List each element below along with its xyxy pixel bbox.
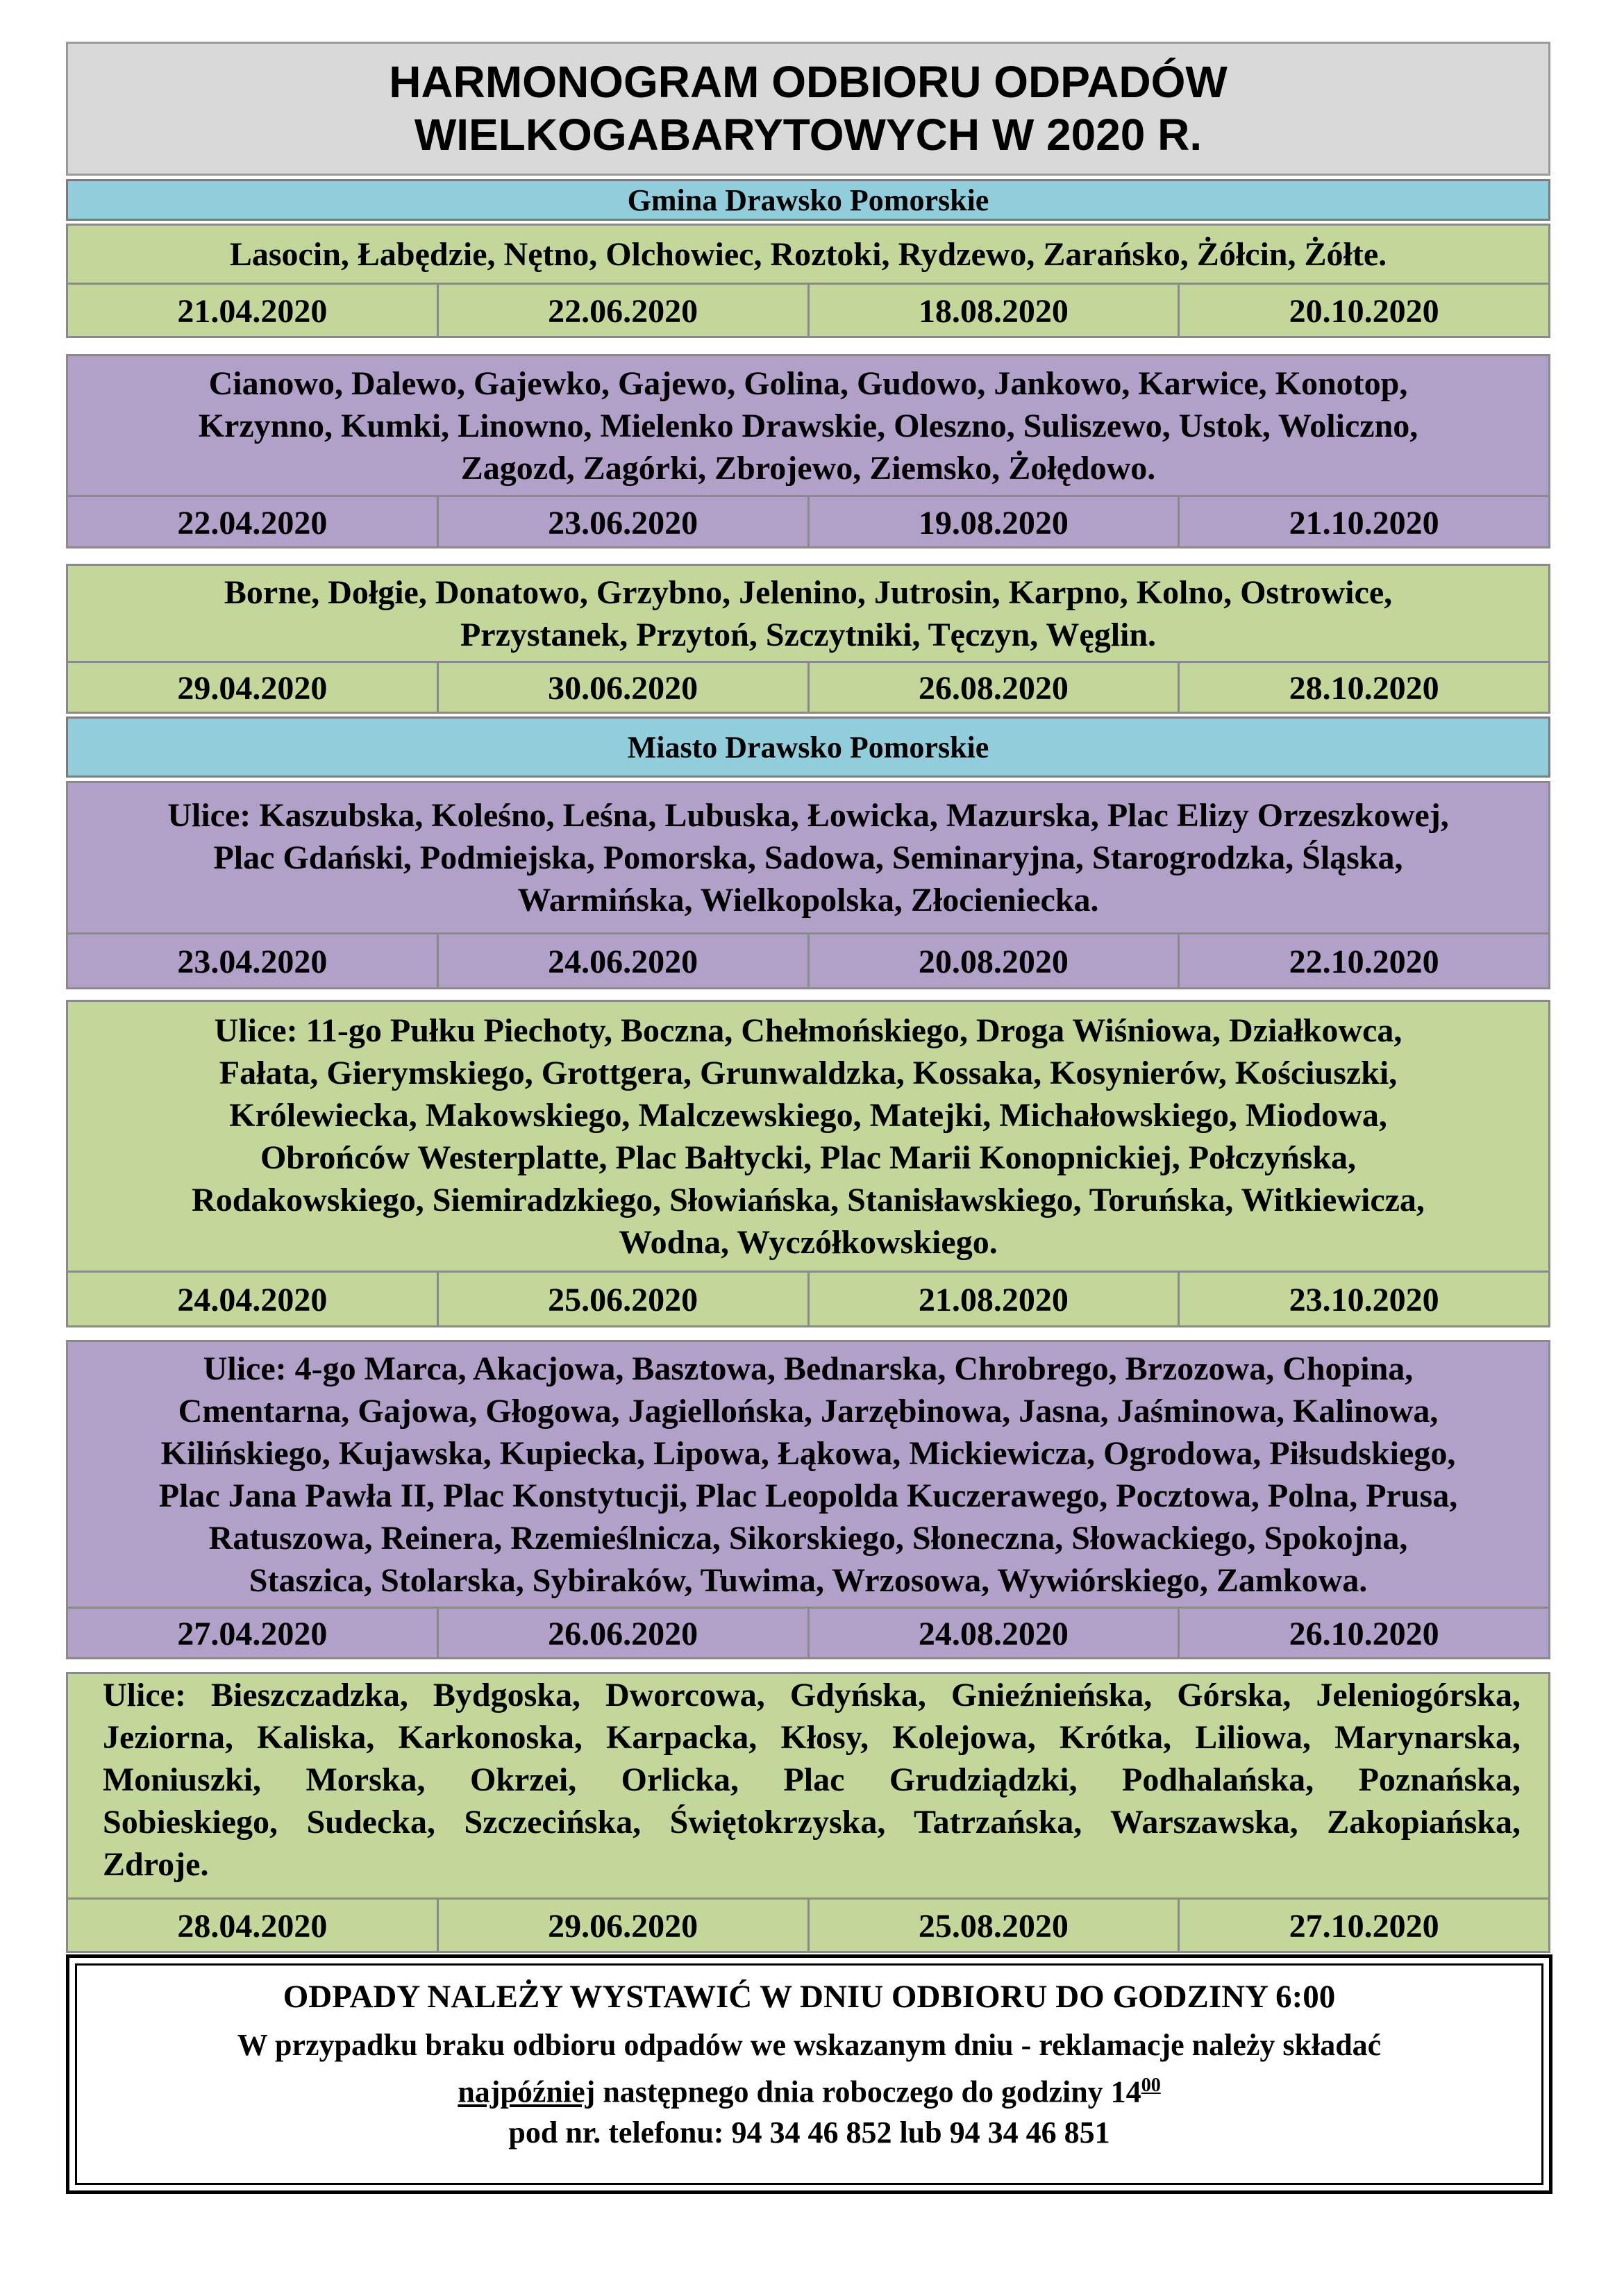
date-cell: 21.10.2020 <box>1178 497 1548 548</box>
street-line: Rodakowskiego, Siemiradzkiego, Słowiańska, Stanisławskiego, Toruńska, Witkiewicza, <box>192 1181 1425 1218</box>
date-cell: 28.04.2020 <box>177 1908 328 1945</box>
date-cell: 21.04.2020 <box>177 293 328 330</box>
notice-line-3: pod nr. telefonu: 94 34 46 852 lub 94 34 46 851 <box>508 2115 1110 2150</box>
street-line: Ulice: Kaszubska, Koleśno, Leśna, Lubuska, Łowicka, Mazurska, Plac Elizy Orzeszkowej, <box>167 797 1449 834</box>
schedule-group <box>66 781 1550 989</box>
page-title <box>66 42 1550 176</box>
date-cell: 29.04.2020 <box>177 670 328 707</box>
schedule-group <box>66 1340 1550 1659</box>
locality-line: Zagozd, Zagórki, Zbrojewo, Ziemsko, Żołędowo. <box>460 449 1156 487</box>
notice-line-2-rest: następnego dnia roboczego do godziny 14 <box>595 2075 1141 2109</box>
date-cell: 22.04.2020 <box>177 504 328 542</box>
date-cell: 26.08.2020 <box>807 663 1178 714</box>
locality-line: Przystanek, Przytoń, Szczytniki, Tęczyn, Węglin. <box>460 616 1157 653</box>
locality-line: Krzynno, Kumki, Linowno, Mielenko Drawskie, Oleszno, Suliszewo, Ustok, Woliczno, <box>198 407 1418 444</box>
date-cell: 18.08.2020 <box>807 285 1178 338</box>
street-line: Zdroje. <box>103 1846 209 1883</box>
street-list <box>68 1674 1548 1897</box>
street-list <box>68 1002 1548 1271</box>
street-line: Cmentarna, Gajowa, Głogowa, Jagiellońska, Jarzębinowa, Jasna, Jaśminowa, Kalinowa, <box>178 1392 1439 1430</box>
title-line-1: HARMONOGRAM ODBIORU ODPADÓW <box>389 56 1228 107</box>
street-line: Obrońców Westerplatte, Plac Bałtycki, Plac Marii Konopnickiej, Połczyńska, <box>260 1139 1357 1176</box>
street-line: Staszica, Stolarska, Sybiraków, Tuwima, Wrzosowa, Wywiórskiego, Zamkowa. <box>249 1561 1368 1599</box>
locality-list <box>68 566 1548 661</box>
date-row <box>68 495 1548 548</box>
date-row <box>68 1607 1548 1659</box>
notice-line-2 <box>77 2065 1541 2113</box>
street-line: Ulice: 4-go Marca, Akacjowa, Basztowa, Bednarska, Chrobrego, Brzozowa, Chopina, <box>203 1350 1414 1387</box>
date-cell: 25.08.2020 <box>807 1900 1178 1953</box>
date-cell: 20.08.2020 <box>807 935 1178 989</box>
date-cell: 24.04.2020 <box>177 1282 328 1318</box>
section-header-gmina <box>66 179 1550 221</box>
date-cell: 27.10.2020 <box>1178 1900 1548 1953</box>
date-cell: 30.06.2020 <box>437 663 807 714</box>
street-line: Ratuszowa, Reinera, Rzemieślnicza, Sikorskiego, Słoneczna, Słowackiego, Spokojna, <box>208 1519 1408 1557</box>
date-row <box>68 932 1548 989</box>
date-cell: 21.08.2020 <box>807 1273 1178 1327</box>
street-line: Jeziorna, Kaliska, Karkonoska, Karpacka, Kłosy, Kolejowa, Krótka, Liliowa, Marynarska, <box>103 1719 1521 1756</box>
date-row <box>68 283 1548 338</box>
locality-line: Borne, Dołgie, Donatowo, Grzybno, Jelenino, Jutrosin, Karpno, Kolno, Ostrowice, <box>224 573 1393 611</box>
locality-line: Lasocin, Łabędzie, Nętno, Olchowiec, Roztoki, Rydzewo, Zarańsko, Żółcin, Żółte. <box>229 235 1387 273</box>
date-row <box>68 661 1548 714</box>
date-row <box>68 1897 1548 1953</box>
locality-list <box>68 356 1548 495</box>
date-cell: 24.06.2020 <box>437 935 807 989</box>
date-cell: 20.10.2020 <box>1178 285 1548 338</box>
date-cell: 27.04.2020 <box>177 1616 328 1652</box>
street-list <box>68 783 1548 932</box>
date-row <box>68 1271 1548 1327</box>
street-list <box>68 1342 1548 1607</box>
section-header-label: Miasto Drawsko Pomorskie <box>627 730 989 764</box>
street-line: Wodna, Wyczółkowskiego. <box>619 1223 998 1261</box>
date-cell: 28.10.2020 <box>1178 663 1548 714</box>
notice-line-1: W przypadku braku odbioru odpadów we wskazanym dniu - reklamacje należy składać <box>237 2028 1382 2062</box>
street-line: Sobieskiego, Sudecka, Szczecińska, Świętokrzyska, Tatrzańska, Warszawska, Zakopiańska, <box>103 1804 1521 1841</box>
notice-box <box>66 1954 1552 2194</box>
street-line: Ulice: Bieszczadzka, Bydgoska, Dworcowa, Gdyńska, Gnieźnieńska, Górska, Jeleniogórska, <box>103 1677 1521 1713</box>
date-cell: 24.08.2020 <box>807 1609 1178 1659</box>
street-line: Królewiecka, Makowskiego, Malczewskiego, Matejki, Michałowskiego, Miodowa, <box>229 1096 1387 1134</box>
notice-inner <box>75 1963 1543 2185</box>
date-cell: 25.06.2020 <box>437 1273 807 1327</box>
schedule-group <box>66 1672 1550 1953</box>
street-line: Moniuszki, Morska, Okrzei, Orlicka, Plac Grudziądzki, Podhalańska, Poznańska, <box>103 1761 1521 1798</box>
schedule-group <box>66 1000 1550 1327</box>
street-line: Plac Jana Pawła II, Plac Konstytucji, Plac Leopolda Kuczerawego, Pocztowa, Polna, Prusa, <box>158 1477 1458 1514</box>
section-header-label: Gmina Drawsko Pomorskie <box>627 183 989 217</box>
schedule-group <box>66 564 1550 714</box>
street-line: Kilińskiego, Kujawska, Kupiecka, Lipowa, Łąkowa, Mickiewicza, Ogrodowa, Piłsudskiego, <box>160 1434 1456 1472</box>
date-cell: 22.10.2020 <box>1178 935 1548 989</box>
locality-line: Cianowo, Dalewo, Gajewko, Gajewo, Golina, Gudowo, Jankowo, Karwice, Konotop, <box>208 364 1408 402</box>
notice-body <box>77 2025 1541 2153</box>
date-cell: 22.06.2020 <box>437 285 807 338</box>
date-cell: 23.04.2020 <box>177 944 328 980</box>
date-cell: 26.10.2020 <box>1178 1609 1548 1659</box>
schedule-group <box>66 354 1550 548</box>
street-line: Fałata, Gierymskiego, Grottgera, Grunwaldzka, Kossaka, Kosynierów, Kościuszki, <box>219 1054 1398 1091</box>
notice-superscript: 00 <box>1141 2075 1161 2096</box>
date-cell: 29.06.2020 <box>437 1900 807 1953</box>
street-line: Warmińska, Wielkopolska, Złocieniecka. <box>517 882 1099 919</box>
notice-headline: ODPADY NALEŻY WYSTAWIĆ W DNIU ODBIORU DO GODZINY 6:00 <box>283 1979 1336 2015</box>
section-header-miasto <box>66 717 1550 778</box>
schedule-group <box>66 224 1550 338</box>
date-cell: 23.06.2020 <box>437 497 807 548</box>
street-line: Plac Gdański, Podmiejska, Pomorska, Sadowa, Seminaryjna, Starogrodzka, Śląska, <box>213 839 1403 876</box>
locality-list <box>68 226 1548 283</box>
date-cell: 23.10.2020 <box>1178 1273 1548 1327</box>
notice-underlined: najpóźniej <box>458 2075 596 2109</box>
title-line-2: WIELKOGABARYTOWYCH W 2020 R. <box>414 109 1203 160</box>
date-cell: 19.08.2020 <box>807 497 1178 548</box>
street-line: Ulice: 11-go Pułku Piechoty, Boczna, Chełmońskiego, Droga Wiśniowa, Działkowca, <box>214 1012 1403 1049</box>
date-cell: 26.06.2020 <box>437 1609 807 1659</box>
